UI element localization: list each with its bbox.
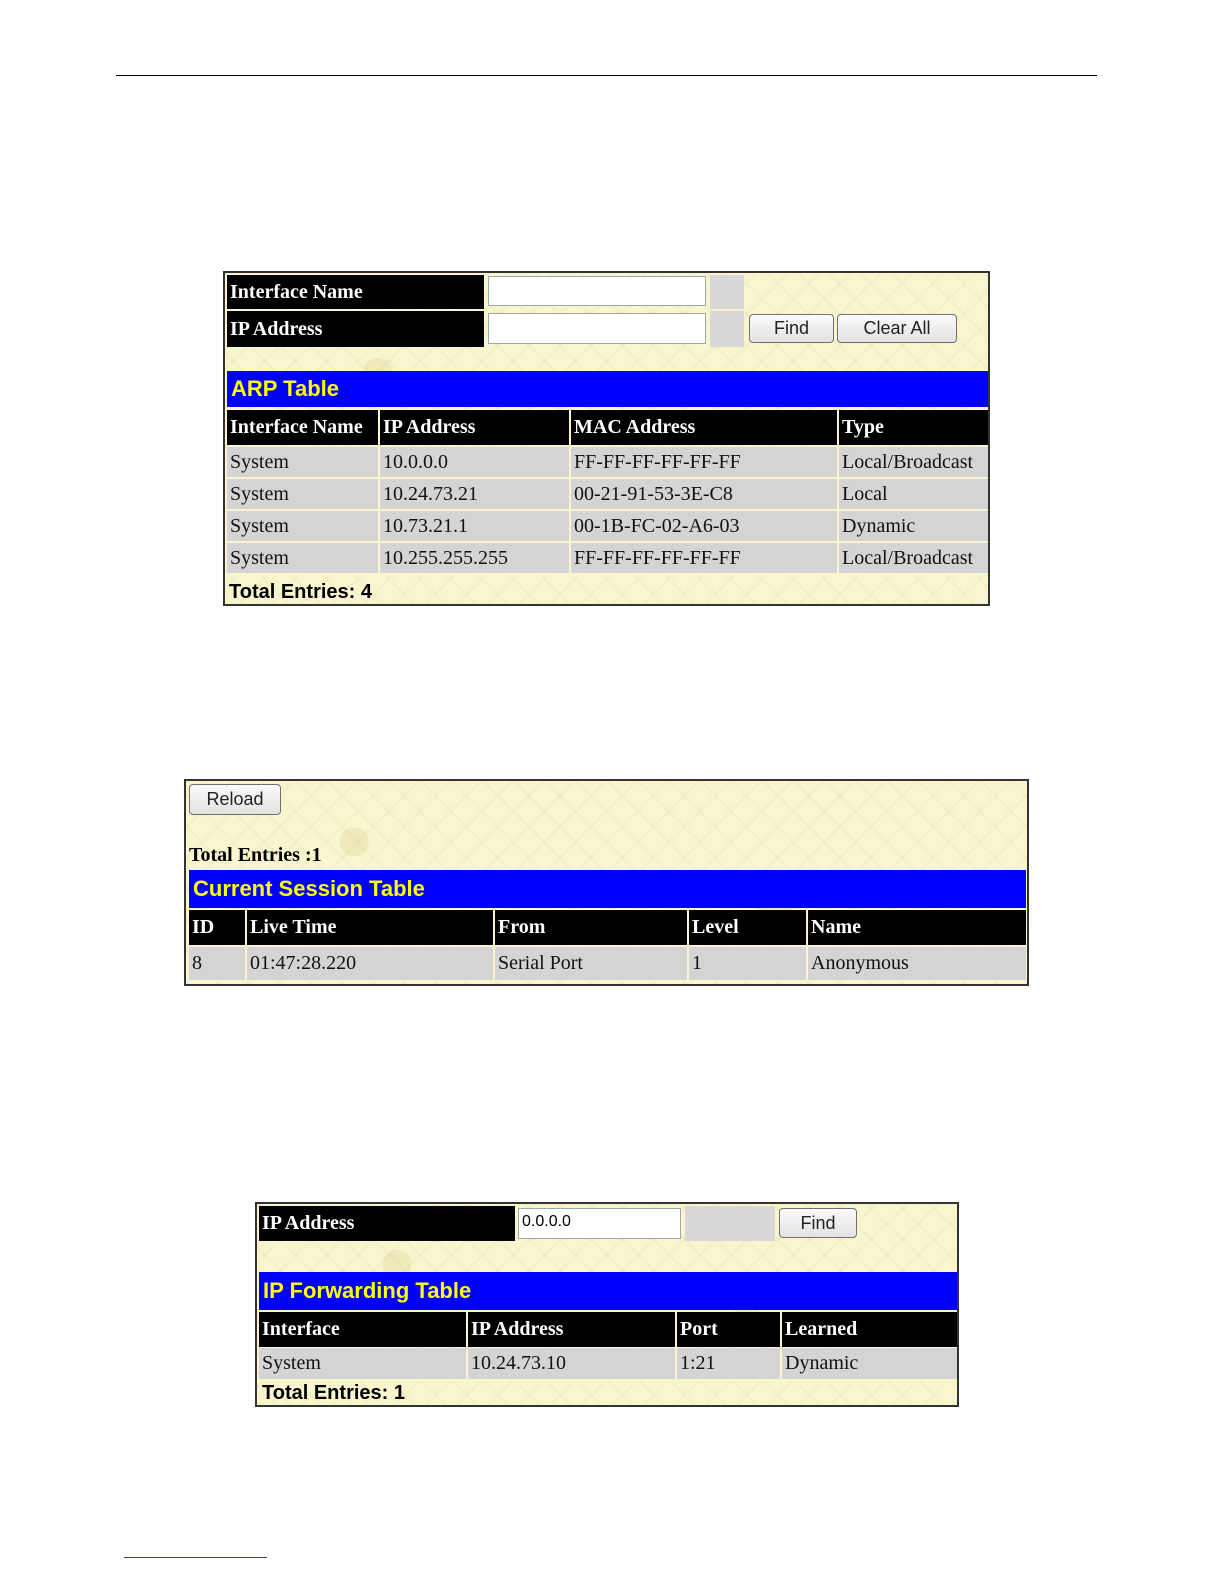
table-row <box>227 479 988 511</box>
col-ip-address: IP Address <box>468 1312 677 1347</box>
cell-type: Local/Broadcast <box>839 543 988 575</box>
col-level: Level <box>689 910 808 945</box>
arp-total-entries: Total Entries: 4 <box>229 581 372 603</box>
arp-table-header <box>227 410 988 445</box>
col-interface-name: Interface Name <box>227 410 380 445</box>
session-table-header <box>189 910 1026 945</box>
fwd-ip-address-label: IP Address <box>259 1206 515 1241</box>
session-total-entries: Total Entries :1 <box>189 844 322 866</box>
col-name: Name <box>808 910 1026 945</box>
forwarding-total-entries: Total Entries: 1 <box>262 1382 405 1404</box>
forwarding-panel <box>255 1202 959 1407</box>
reload-button[interactable]: Reload <box>189 784 281 815</box>
cell-interface: System <box>227 447 380 479</box>
page-bottom-link-rule <box>124 1557 267 1558</box>
cell-mac: FF-FF-FF-FF-FF-FF <box>571 543 839 575</box>
cell-ip: 10.24.73.10 <box>468 1348 677 1381</box>
cell-level: 1 <box>689 947 808 982</box>
clear-all-button[interactable]: Clear All <box>837 314 957 343</box>
col-live-time: Live Time <box>247 910 495 945</box>
cell-port: 1:21 <box>677 1348 782 1381</box>
col-learned: Learned <box>782 1312 957 1347</box>
forwarding-table-header <box>259 1312 957 1347</box>
table-row <box>259 1348 957 1381</box>
cell-mac: FF-FF-FF-FF-FF-FF <box>571 447 839 479</box>
col-interface: Interface <box>259 1312 468 1347</box>
cell-interface: System <box>227 543 380 575</box>
interface-name-input[interactable] <box>488 276 706 306</box>
session-table-title: Current Session Table <box>189 870 1026 908</box>
table-row <box>227 511 988 543</box>
col-ip-address: IP Address <box>380 410 571 445</box>
forwarding-table-title: IP Forwarding Table <box>259 1272 957 1310</box>
arp-table-title: ARP Table <box>227 371 988 407</box>
cell-ip: 10.73.21.1 <box>380 511 571 543</box>
cell-learned: Dynamic <box>782 1348 957 1381</box>
table-row <box>227 447 988 479</box>
cell-id: 8 <box>189 947 247 982</box>
cell-mac: 00-1B-FC-02-A6-03 <box>571 511 839 543</box>
cell-ip: 10.255.255.255 <box>380 543 571 575</box>
fwd-ip-address-input[interactable]: 0.0.0.0 <box>518 1208 681 1239</box>
cell-interface: System <box>259 1348 468 1381</box>
cell-type: Local/Broadcast <box>839 447 988 479</box>
cell-ip: 10.0.0.0 <box>380 447 571 479</box>
table-row <box>227 543 988 575</box>
cell-interface: System <box>227 511 380 543</box>
ip-address-label: IP Address <box>227 311 484 347</box>
cell-type: Dynamic <box>839 511 988 543</box>
ip-address-spacer <box>710 311 744 347</box>
col-type: Type <box>839 410 988 445</box>
col-mac-address: MAC Address <box>571 410 839 445</box>
ip-address-input[interactable] <box>488 313 706 344</box>
fwd-ip-address-spacer <box>685 1206 775 1241</box>
session-panel <box>184 779 1029 986</box>
col-id: ID <box>189 910 247 945</box>
cell-type: Local <box>839 479 988 511</box>
interface-name-spacer <box>710 275 744 309</box>
table-row <box>189 947 1026 982</box>
cell-mac: 00-21-91-53-3E-C8 <box>571 479 839 511</box>
cell-live-time: 01:47:28.220 <box>247 947 495 982</box>
arp-panel <box>223 271 990 606</box>
fwd-find-button[interactable]: Find <box>779 1208 857 1238</box>
cell-interface: System <box>227 479 380 511</box>
find-button[interactable]: Find <box>749 314 834 343</box>
col-from: From <box>495 910 689 945</box>
cell-from: Serial Port <box>495 947 689 982</box>
col-port: Port <box>677 1312 782 1347</box>
interface-name-label: Interface Name <box>227 275 484 309</box>
page-top-rule <box>116 75 1097 76</box>
cell-name: Anonymous <box>808 947 1026 982</box>
cell-ip: 10.24.73.21 <box>380 479 571 511</box>
